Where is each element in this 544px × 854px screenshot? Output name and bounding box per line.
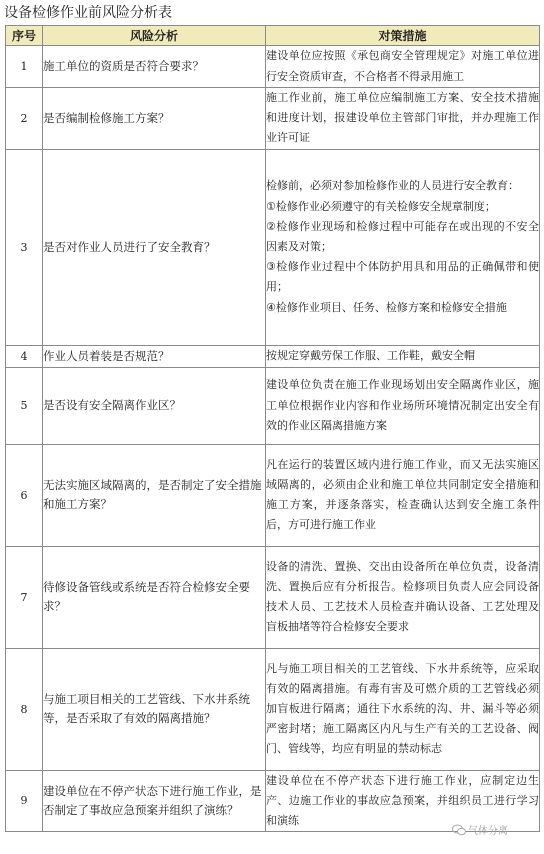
countermeasure-text: 检修前，必须对参加检修作业的人员进行安全教育：	[266, 179, 519, 193]
table-row	[6, 149, 540, 345]
countermeasure-text: 凡在运行的装置区域内进行施工作业，而又无法实施区域隔离的，必须由企业和施工单位共同制定安全措施和施工方案，并逐条落实，检查确认达到安全施工条件后，方可进行施工作业	[266, 457, 539, 532]
risk-analysis-table	[5, 25, 540, 832]
column-header-no: 序号	[6, 26, 43, 46]
countermeasure-text: 施工作业前，施工单位应编制施工方案、安全技术措施和进度计划，报建设单位主管部门审批，并办理施工作业许可证	[266, 91, 539, 145]
table-row	[6, 648, 540, 770]
countermeasure-cell	[266, 546, 540, 648]
countermeasure-cell	[266, 46, 540, 88]
countermeasure-text: ②检修作业现场和检修过程中可能存在或出现的不安全因素及对策；	[266, 219, 539, 253]
wechat-bubble-icon	[452, 824, 466, 839]
row-number: 4	[6, 345, 43, 367]
table-row	[6, 367, 540, 444]
table-row	[6, 546, 540, 648]
table-row	[6, 46, 540, 88]
risk-question: 施工单位的资质是否符合要求？	[43, 46, 266, 88]
countermeasure-text: 建设单位应按照《承包商安全管理规定》对施工单位进行安全资质审查，不合格者不得录用施工	[266, 49, 539, 83]
countermeasure-cell	[266, 345, 540, 367]
countermeasure-cell	[266, 648, 540, 770]
table-header-row	[6, 26, 540, 46]
countermeasure-text: 凡与施工项目相关的工艺管线、下水井系统等，应采取有效的隔离措施。有毒有害及可燃介质的工艺管线必须加盲板进行隔离；通往下水系统的沟、井、漏斗等必须严密封堵；施工隔离区内凡与生产有关的工艺设备、阀门、管线等，均应有明显的禁动标志	[266, 661, 539, 756]
risk-question: 作业人员着装是否规范？	[43, 345, 266, 367]
countermeasure-text: ④检修作业项目、任务、检修方案和检修安全措施	[266, 300, 507, 314]
countermeasure-text: 建设单位在不停产状态下进行施工作业，应制定边生产、边施工作业的事故应急预案，并组织员工进行学习和演练	[266, 773, 539, 828]
risk-question: 是否设有安全隔离作业区？	[43, 367, 266, 444]
countermeasure-cell	[266, 149, 540, 345]
source-watermark	[452, 822, 508, 839]
row-number: 6	[6, 444, 43, 546]
risk-question: 与施工项目相关的工艺管线、下水井系统等，是否采取了有效的隔离措施？	[43, 648, 266, 770]
countermeasure-text: ③检修作业过程中个体防护用具和用品的正确佩带和使用；	[266, 260, 539, 294]
watermark-text: 气体分离	[468, 826, 508, 837]
risk-question: 是否对作业人员进行了安全教育？	[43, 149, 266, 345]
row-number: 9	[6, 770, 43, 832]
risk-question: 待修设备管线或系统是否符合检修安全要求？	[43, 546, 266, 648]
countermeasure-cell	[266, 88, 540, 150]
row-number: 8	[6, 648, 43, 770]
column-header-measures: 对策措施	[266, 26, 540, 46]
countermeasure-text: 设备的清洗、置换、交出由设备所在单位负责，设备清洗、置换后应有分析报告。检修项目负责人应会同设备技术人员、工艺技术人员检查并确认设备、工艺处理及盲板抽堵等符合检修安全要求	[266, 559, 539, 634]
table-row	[6, 444, 540, 546]
risk-question: 建设单位在不停产状态下进行施工作业，是否制定了事故应急预案并组织了演练？	[43, 770, 266, 832]
risk-question: 无法实施区域隔离的，是否制定了安全措施和施工方案？	[43, 444, 266, 546]
row-number: 1	[6, 46, 43, 88]
table-row	[6, 88, 540, 150]
row-number: 2	[6, 88, 43, 150]
risk-question: 是否编制检修施工方案？	[43, 88, 266, 150]
column-header-risk: 风险分析	[43, 26, 266, 46]
countermeasure-text: ①检修作业必须遵守的有关检修安全规章制度；	[266, 199, 496, 213]
countermeasure-text: 按规定穿戴劳保工作服、工作鞋，戴安全帽	[266, 349, 475, 362]
countermeasure-text: 建设单位负责在施工作业现场划出安全隔离作业区，施工单位根据作业内容和作业场所环境情况制定出安全有效的作业区隔离措施方案	[266, 378, 539, 432]
row-number: 3	[6, 149, 43, 345]
row-number: 5	[6, 367, 43, 444]
row-number: 7	[6, 546, 43, 648]
countermeasure-cell	[266, 444, 540, 546]
page-title: 设备检修作业前风险分析表	[4, 5, 172, 21]
table-row	[6, 345, 540, 367]
countermeasure-cell	[266, 367, 540, 444]
